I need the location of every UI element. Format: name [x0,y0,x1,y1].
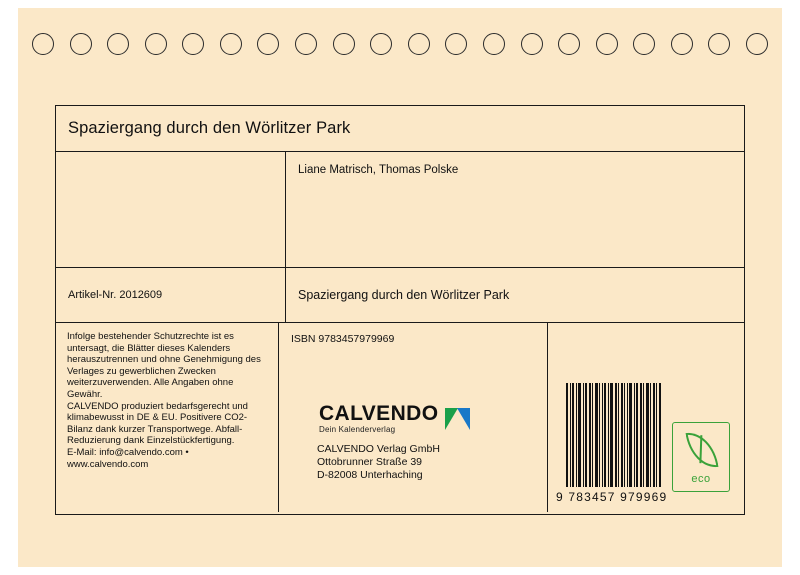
barcode-bars [556,383,672,487]
legal-website: www.calvendo.com [67,458,149,470]
punch-hole [333,33,355,55]
punch-hole [220,33,242,55]
article-number: Artikel-Nr. 2012609 [56,268,286,322]
barcode-cell [548,323,744,512]
barcode-number: 9 783457 979969 [556,490,668,504]
punch-hole [370,33,392,55]
publisher-street: Ottobrunner Straße 39 [316,456,423,468]
punch-hole [107,33,129,55]
punch-hole [408,33,430,55]
punch-hole [32,33,54,55]
blank-cell [56,152,286,267]
legal-notice [56,323,279,512]
article-row [56,268,744,323]
calvendo-tagline: Dein Kalenderverlag [318,425,396,434]
publisher-name: CALVENDO Verlag GmbH [316,443,440,455]
bottom-row [56,323,744,512]
punch-hole [445,33,467,55]
legal-paragraph-2: CALVENDO produziert bedarfsgerecht und klimabewusst in DE & EU. Positivere CO2-Bilanz dank kurzer Transportwege. Abfall-Reduzierung dank Einzelstückfertigung. [67,400,248,447]
eco-label: eco [691,473,711,485]
punch-hole [671,33,693,55]
punch-hole [746,33,768,55]
punch-hole [295,33,317,55]
punch-hole [182,33,204,55]
publisher-address [317,443,440,482]
authors-text: Liane Matrisch, Thomas Polske [298,164,459,176]
isbn-publisher-cell [279,323,548,512]
punch-hole [596,33,618,55]
subtitle-text: Spaziergang durch den Wörlitzer Park [298,288,510,302]
calvendo-leaf-mark-icon [445,406,471,432]
barcode-icon [556,354,672,504]
punch-hole [633,33,655,55]
title-row [56,106,744,152]
isbn-text: ISBN 9783457979969 [290,333,395,345]
punch-hole [483,33,505,55]
eco-badge [672,422,730,492]
punch-hole [145,33,167,55]
punch-hole [558,33,580,55]
calvendo-logo [319,403,471,434]
punch-hole [70,33,92,55]
legal-email: E-Mail: info@calvendo.com • [67,446,189,458]
punch-hole [257,33,279,55]
punch-hole-row [18,22,782,66]
calvendo-wordmark: CALVENDO [318,402,439,425]
punch-hole [521,33,543,55]
legal-paragraph-1: Infolge bestehender Schutzrechte ist es untersagt, die Blätter dieses Kalenders herauszutrennen und ohne Genehmigung des Verlages zu gewerblichen Zwecken weiterzuverwenden. Alle Angaben ohne Gewähr. [67,331,261,400]
punch-hole [708,33,730,55]
page-title: Spaziergang durch den Wörlitzer Park [68,119,351,137]
authors-row [56,152,744,268]
leaf-icon [685,429,718,471]
publisher-city: D-82008 Unterhaching [316,469,423,481]
imprint-table [55,105,745,515]
